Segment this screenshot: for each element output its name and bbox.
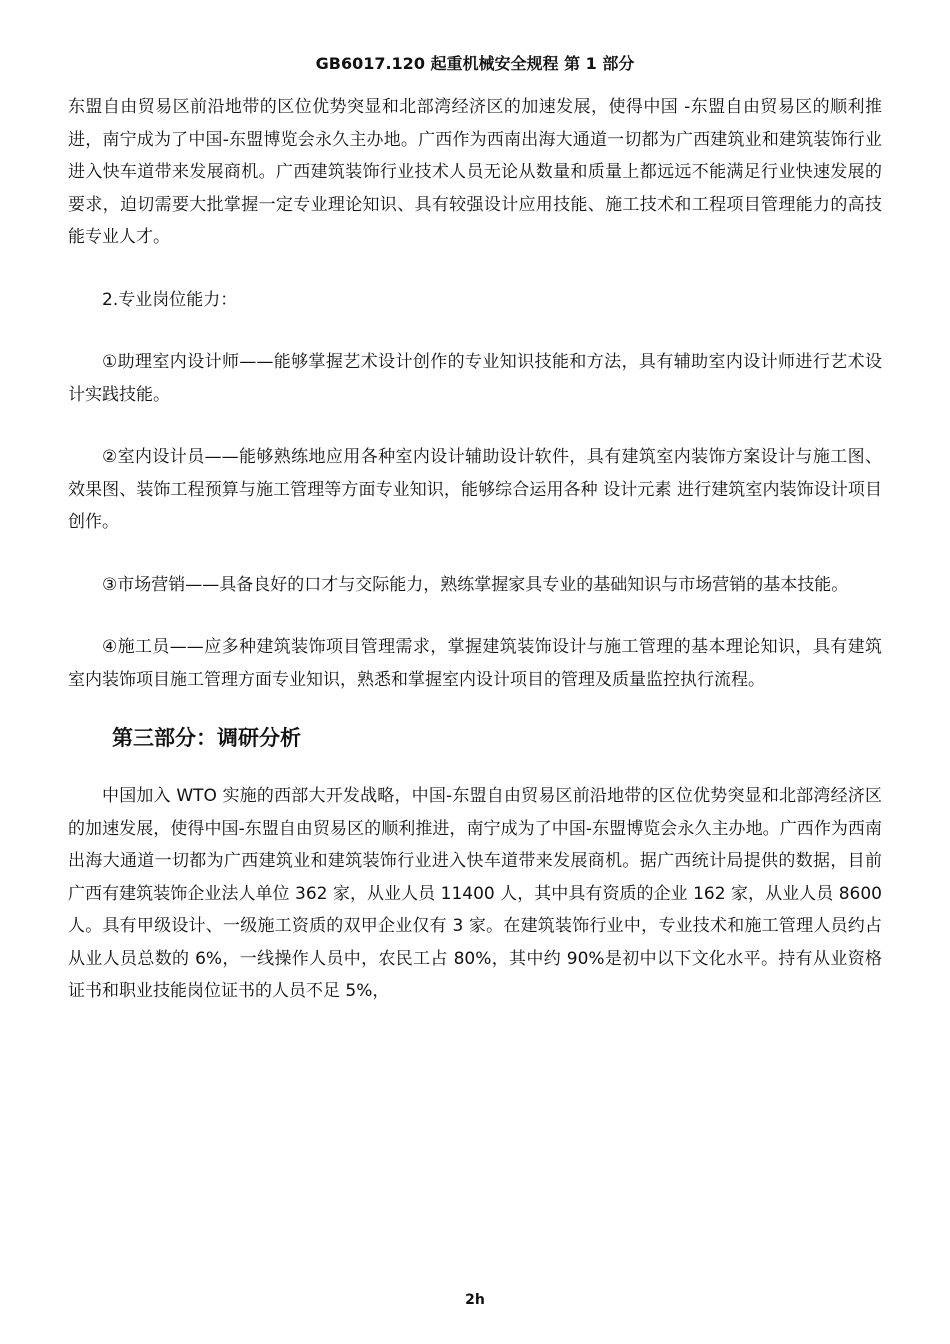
ability-item-assistant-designer: ①助理室内设计师——能够掌握艺术设计创作的专业知识技能和方法，具有辅助室内设计师进行艺术设计实践技能。 <box>68 352 882 405</box>
page-header: GB6017.120 起重机械安全规程 第 1 部分 <box>315 54 635 73</box>
research-paragraph: 中国加入 WTO 实施的西部大开发战略，中国-东盟自由贸易区前沿地带的区位优势突显和北部湾经济区的加速发展，使得中国-东盟自由贸易区的顺利推进，南宁成为了中国-东盟博览会永久主办地。广西作为西南出海大通道一切都为广西建筑业和建筑装饰行业进入快车道带来发展商机。据广西统计局提供的数据，目前广西有建筑装饰企业法人单位 362 家，从业人员 11400 人，其中具有资质的企业 162 家，从业人员 8600 人。具有甲级设计、一级施工资质的双甲企业仅有 3 家。在建筑装饰行业中，专业技术和施工管理人员约占从业人员总数的 6%，一线操作人员中，农民工占 80%，其中约 90%是初中以下文化水平。持有从业资格证书和职业技能岗位证书的人员不足 5%， <box>68 786 882 1001</box>
ability-item-construction-worker: ④施工员——应多种建筑装饰项目管理需求，掌握建筑装饰设计与施工管理的基本理论知识，具有建筑室内装饰项目施工管理方面专业知识，熟悉和掌握室内设计项目的管理及质量监控执行流程。 <box>68 637 882 690</box>
document-body <box>68 91 882 1008</box>
page-number: 2h <box>465 1292 485 1308</box>
ability-item-interior-designer: ②室内设计员——能够熟练地应用各种室内设计辅助设计软件，具有建筑室内装饰方案设计与施工图、效果图、装饰工程预算与施工管理等方面专业知识，能够综合运用各种 设计元素 进行建筑室内装饰设计项目创作。 <box>68 447 882 532</box>
intro-paragraph: 东盟自由贸易区前沿地带的区位优势突显和北部湾经济区的加速发展，使得中国 -东盟自由贸易区的顺利推进，南宁成为了中国-东盟博览会永久主办地。广西作为西南出海大通道一切都为广西建筑业和建筑装饰行业进入快车道带来发展商机。广西建筑装饰行业技术人员无论从数量和质量上都远远不能满足行业快速发展的要求，迫切需要大批掌握一定专业理论知识、具有较强设计应用技能、施工技术和工程项目管理能力的高技能专业人才。 <box>68 97 882 247</box>
section-title: 第三部分：调研分析 <box>112 726 301 750</box>
ability-item-marketing: ③市场营销——具备良好的口才与交际能力，熟练掌握家具专业的基础知识与市场营销的基本技能。 <box>102 574 849 595</box>
subheading-job-abilities: 2.专业岗位能力： <box>102 289 238 310</box>
